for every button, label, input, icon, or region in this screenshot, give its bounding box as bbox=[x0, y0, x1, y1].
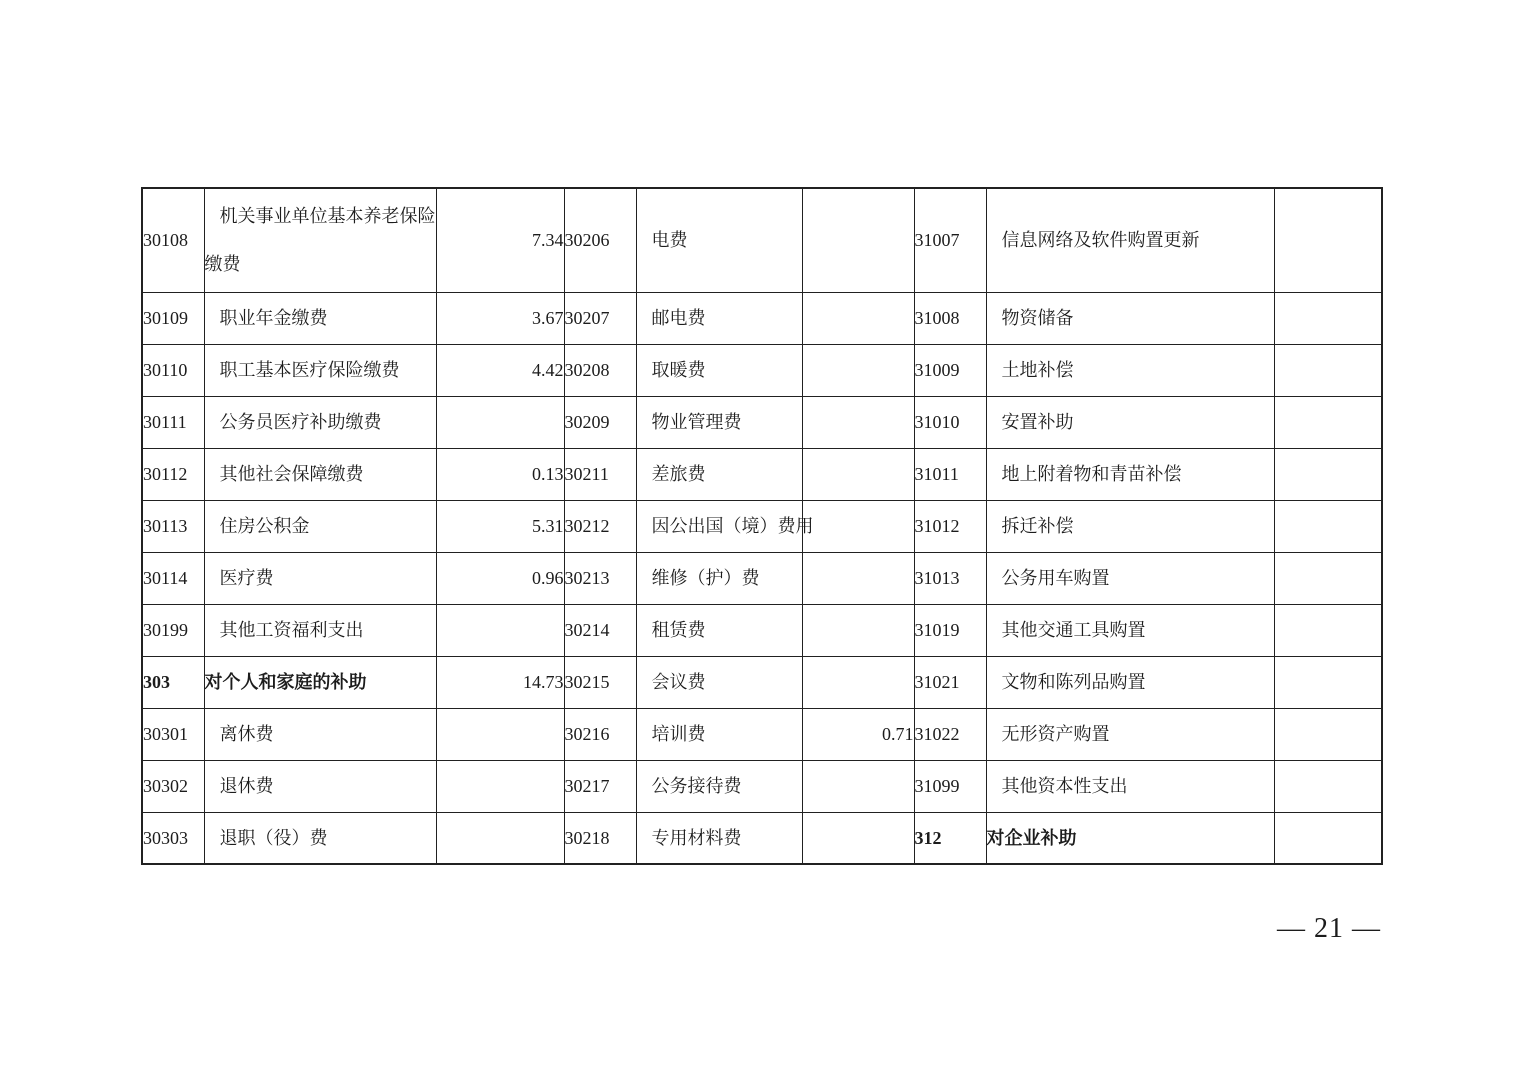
amount-cell: 5.31 bbox=[436, 500, 564, 552]
amount-cell bbox=[1274, 344, 1382, 396]
name-cell: 物资储备 bbox=[986, 292, 1274, 344]
amount-cell bbox=[802, 656, 914, 708]
code-cell: 31013 bbox=[914, 552, 986, 604]
code-cell: 30206 bbox=[564, 188, 636, 292]
code-cell: 31012 bbox=[914, 500, 986, 552]
amount-cell bbox=[1274, 188, 1382, 292]
name-cell: 物业管理费 bbox=[636, 396, 802, 448]
amount-cell bbox=[1274, 292, 1382, 344]
name-cell: 地上附着物和青苗补偿 bbox=[986, 448, 1274, 500]
table-row bbox=[142, 396, 1382, 448]
amount-cell bbox=[436, 708, 564, 760]
name-cell: 取暖费 bbox=[636, 344, 802, 396]
code-cell: 303 bbox=[142, 656, 204, 708]
code-cell: 30114 bbox=[142, 552, 204, 604]
amount-cell: 0.71 bbox=[802, 708, 914, 760]
amount-cell: 0.96 bbox=[436, 552, 564, 604]
code-cell: 30301 bbox=[142, 708, 204, 760]
code-cell: 30302 bbox=[142, 760, 204, 812]
name-cell: 租赁费 bbox=[636, 604, 802, 656]
amount-cell bbox=[1274, 396, 1382, 448]
name-cell: 职工基本医疗保险缴费 bbox=[204, 344, 436, 396]
name-cell: 土地补偿 bbox=[986, 344, 1274, 396]
name-cell: 因公出国（境）费用 bbox=[636, 500, 802, 552]
code-cell: 30213 bbox=[564, 552, 636, 604]
code-cell: 31010 bbox=[914, 396, 986, 448]
code-cell: 30212 bbox=[564, 500, 636, 552]
name-cell: 邮电费 bbox=[636, 292, 802, 344]
name-cell: 拆迁补偿 bbox=[986, 500, 1274, 552]
name-cell: 电费 bbox=[636, 188, 802, 292]
name-cell: 文物和陈列品购置 bbox=[986, 656, 1274, 708]
code-cell: 30108 bbox=[142, 188, 204, 292]
amount-cell bbox=[802, 448, 914, 500]
amount-cell: 0.13 bbox=[436, 448, 564, 500]
name-cell: 住房公积金 bbox=[204, 500, 436, 552]
name-cell: 无形资产购置 bbox=[986, 708, 1274, 760]
amount-cell bbox=[1274, 552, 1382, 604]
name-cell: 退职（役）费 bbox=[204, 812, 436, 864]
amount-cell bbox=[436, 396, 564, 448]
amount-cell bbox=[436, 604, 564, 656]
amount-cell bbox=[802, 188, 914, 292]
name-cell: 其他交通工具购置 bbox=[986, 604, 1274, 656]
budget-table-body bbox=[142, 188, 1382, 864]
name-cell: 培训费 bbox=[636, 708, 802, 760]
amount-cell: 4.42 bbox=[436, 344, 564, 396]
amount-cell bbox=[802, 292, 914, 344]
code-cell: 30214 bbox=[564, 604, 636, 656]
amount-cell: 7.34 bbox=[436, 188, 564, 292]
table-row bbox=[142, 292, 1382, 344]
code-cell: 30303 bbox=[142, 812, 204, 864]
name-cell: 其他资本性支出 bbox=[986, 760, 1274, 812]
name-cell: 公务用车购置 bbox=[986, 552, 1274, 604]
name-cell: 离休费 bbox=[204, 708, 436, 760]
code-cell: 30211 bbox=[564, 448, 636, 500]
name-cell: 退休费 bbox=[204, 760, 436, 812]
code-cell: 31022 bbox=[914, 708, 986, 760]
name-cell: 对企业补助 bbox=[986, 812, 1274, 864]
name-cell: 维修（护）费 bbox=[636, 552, 802, 604]
amount-cell bbox=[436, 760, 564, 812]
amount-cell bbox=[802, 500, 914, 552]
code-cell: 31009 bbox=[914, 344, 986, 396]
name-cell: 信息网络及软件购置更新 bbox=[986, 188, 1274, 292]
code-cell: 30207 bbox=[564, 292, 636, 344]
amount-cell bbox=[436, 812, 564, 864]
name-cell: 其他工资福利支出 bbox=[204, 604, 436, 656]
code-cell: 30216 bbox=[564, 708, 636, 760]
table-row bbox=[142, 448, 1382, 500]
code-cell: 30109 bbox=[142, 292, 204, 344]
name-cell: 差旅费 bbox=[636, 448, 802, 500]
code-cell: 31007 bbox=[914, 188, 986, 292]
name-cell: 公务接待费 bbox=[636, 760, 802, 812]
table-row bbox=[142, 604, 1382, 656]
code-cell: 30199 bbox=[142, 604, 204, 656]
table-row bbox=[142, 708, 1382, 760]
table-row bbox=[142, 188, 1382, 292]
table-row bbox=[142, 760, 1382, 812]
code-cell: 30218 bbox=[564, 812, 636, 864]
name-cell: 公务员医疗补助缴费 bbox=[204, 396, 436, 448]
amount-cell bbox=[1274, 604, 1382, 656]
table-row bbox=[142, 812, 1382, 864]
budget-classification-table bbox=[141, 187, 1383, 865]
amount-cell: 3.67 bbox=[436, 292, 564, 344]
amount-cell bbox=[1274, 708, 1382, 760]
code-cell: 30111 bbox=[142, 396, 204, 448]
amount-cell bbox=[1274, 500, 1382, 552]
name-cell: 专用材料费 bbox=[636, 812, 802, 864]
code-cell: 30217 bbox=[564, 760, 636, 812]
amount-cell bbox=[1274, 760, 1382, 812]
amount-cell bbox=[1274, 448, 1382, 500]
name-cell: 对个人和家庭的补助 bbox=[204, 656, 436, 708]
amount-cell bbox=[802, 812, 914, 864]
amount-cell bbox=[802, 344, 914, 396]
name-cell: 职业年金缴费 bbox=[204, 292, 436, 344]
code-cell: 31008 bbox=[914, 292, 986, 344]
table-row bbox=[142, 344, 1382, 396]
amount-cell bbox=[802, 604, 914, 656]
code-cell: 31011 bbox=[914, 448, 986, 500]
code-cell: 31019 bbox=[914, 604, 986, 656]
code-cell: 30209 bbox=[564, 396, 636, 448]
table-row bbox=[142, 552, 1382, 604]
amount-cell bbox=[1274, 656, 1382, 708]
amount-cell bbox=[1274, 812, 1382, 864]
code-cell: 31021 bbox=[914, 656, 986, 708]
table-row bbox=[142, 500, 1382, 552]
code-cell: 30110 bbox=[142, 344, 204, 396]
name-cell: 机关事业单位基本养老保险缴费 bbox=[204, 188, 436, 292]
name-cell: 会议费 bbox=[636, 656, 802, 708]
amount-cell: 14.73 bbox=[436, 656, 564, 708]
name-cell: 安置补助 bbox=[986, 396, 1274, 448]
table-row bbox=[142, 656, 1382, 708]
amount-cell bbox=[802, 760, 914, 812]
amount-cell bbox=[802, 552, 914, 604]
name-cell: 医疗费 bbox=[204, 552, 436, 604]
code-cell: 30208 bbox=[564, 344, 636, 396]
code-cell: 30215 bbox=[564, 656, 636, 708]
code-cell: 30113 bbox=[142, 500, 204, 552]
code-cell: 31099 bbox=[914, 760, 986, 812]
code-cell: 30112 bbox=[142, 448, 204, 500]
page-number: — 21 — bbox=[1277, 913, 1381, 944]
name-cell: 其他社会保障缴费 bbox=[204, 448, 436, 500]
code-cell: 312 bbox=[914, 812, 986, 864]
amount-cell bbox=[802, 396, 914, 448]
